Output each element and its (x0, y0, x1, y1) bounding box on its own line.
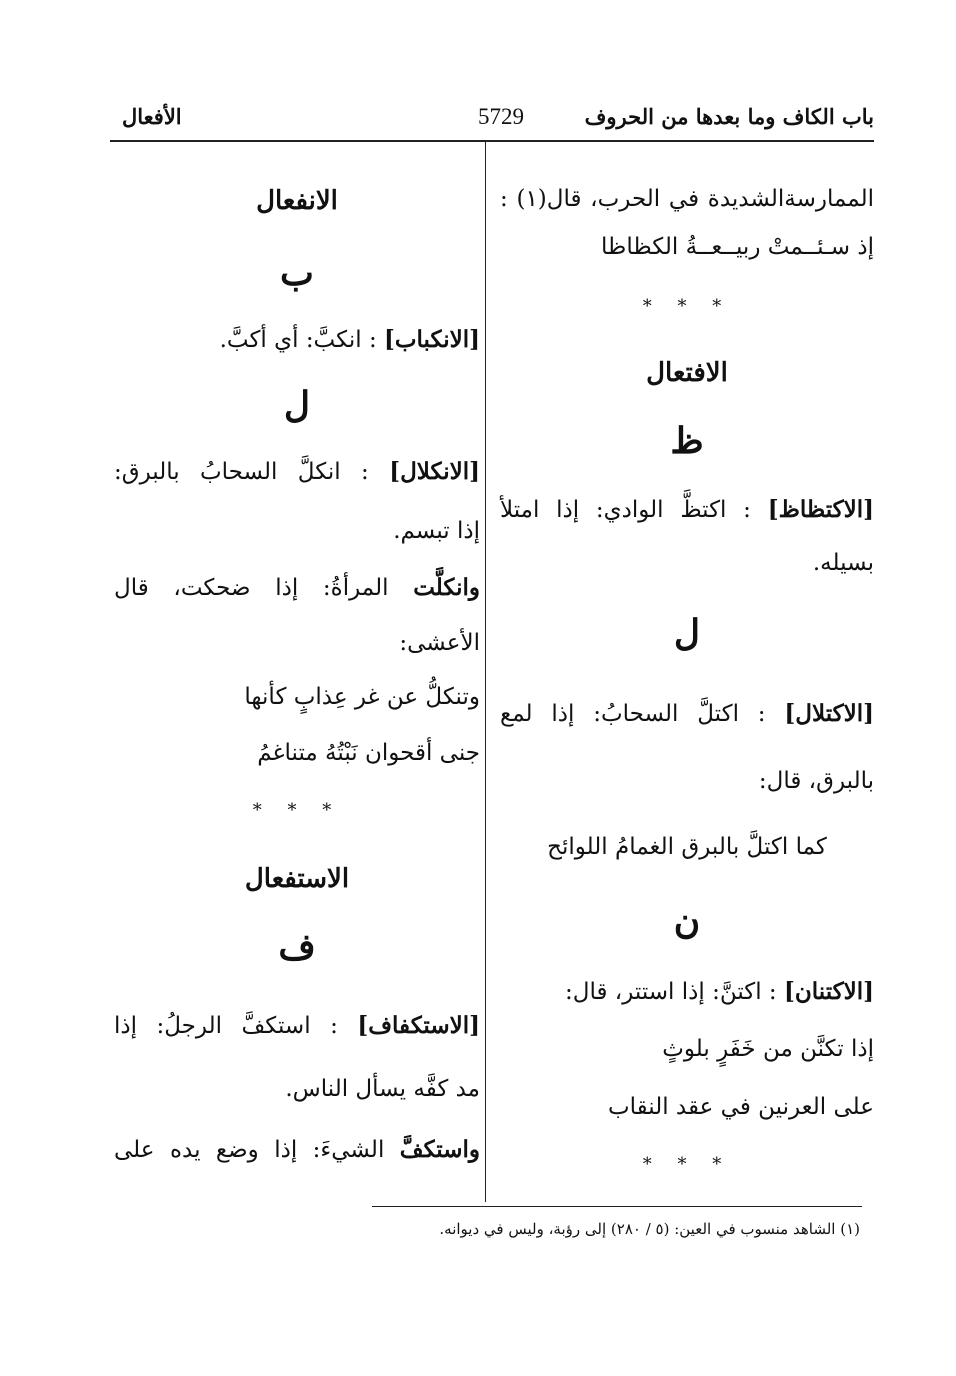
column-divider (485, 141, 486, 1202)
entry-headword: وانكلَّت (413, 574, 480, 601)
entry-line: [الانكباب] : انكبَّ: أي أكبَّ. (219, 326, 480, 353)
letter-heading: ف (278, 926, 316, 968)
letter-heading: ل (283, 384, 311, 426)
entry-line: [الاستكفاف] : استكفَّ الرجلُ: إذا (114, 1012, 480, 1039)
verse-line: كما اكتلَّ بالبرق الغمامُ اللوائح (547, 834, 827, 860)
running-header-section: الأفعال (122, 104, 182, 129)
entry-headword: [الاكتظاظ] (767, 496, 874, 523)
text-line: الممارسةالشديدة في الحرب، قال(١) : (500, 186, 874, 212)
entry-headword: [الانكلال] (389, 458, 480, 485)
section-heading: الافتعال (646, 358, 728, 388)
entry-headword: [الاكتلال] (784, 700, 874, 727)
section-heading: الانفعال (256, 186, 338, 216)
text-line: مد كفَّه يسأل الناس. (285, 1076, 480, 1102)
letter-heading: ظ (670, 420, 704, 462)
entry-line: [الاكتنان] : اكتنَّ: إذا استتر، قال: (565, 978, 874, 1005)
letter-heading: ن (673, 900, 701, 942)
text-line: إذا تبسم. (393, 518, 480, 544)
header-rule (110, 140, 874, 142)
verse-line: جنى أقحوان نَبْتُهُ متناغمُ (257, 740, 480, 766)
entry-headword: [الاستكفاف] (357, 1012, 480, 1039)
letter-heading: ل (673, 612, 701, 654)
entry-headword: [الاكتنان] (783, 978, 874, 1005)
verse-line: على العرنين في عقد النقاب (607, 1094, 874, 1120)
section-separator-stars: * * * (642, 296, 732, 317)
entry-headword: [الانكباب] (384, 326, 480, 353)
entry-line: واستكفَّ الشيءَ: إذا وضع يده على (114, 1136, 480, 1163)
entry-headword: واستكفَّ (399, 1136, 480, 1163)
verse-line: إذ سـئــمتْ ربيــعــةُ الكظاظا (601, 234, 874, 260)
verse-line: إذا تكنَّن من خَفَرٍ بلوثٍ (662, 1036, 874, 1062)
footnote: (١) الشاهد منسوب في العين: (٥ / ٢٨٠) إلى رؤبة، وليس في ديوانه. (439, 1220, 860, 1238)
page-number: 5729 (478, 104, 524, 129)
text-line: بالبرق، قال: (758, 768, 874, 794)
entry-line: [الاكتلال] : اكتلَّ السحابُ: إذا لمع (500, 700, 874, 727)
verse-line: وتنكلُّ عن غر عِذابٍ كأنها (244, 684, 480, 710)
text-line: الأعشى: (399, 630, 480, 656)
text-line: بسيله. (812, 550, 874, 576)
section-heading: الاستفعال (244, 864, 350, 894)
footnote-rule (372, 1206, 862, 1207)
letter-heading: ب (280, 252, 314, 294)
entry-line: [الانكلال] : انكلَّ السحابُ بالبرق: (114, 458, 480, 485)
section-separator-stars: * * * (642, 1154, 732, 1175)
entry-line: [الاكتظاظ] : اكتظَّ الوادي: إذا امتلأ (500, 496, 874, 523)
running-header-chapter: باب الكاف وما بعدها من الحروف (584, 104, 874, 129)
section-separator-stars: * * * (252, 800, 342, 821)
entry-line: وانكلَّت المرأةُ: إذا ضحكت، قال (114, 574, 480, 601)
